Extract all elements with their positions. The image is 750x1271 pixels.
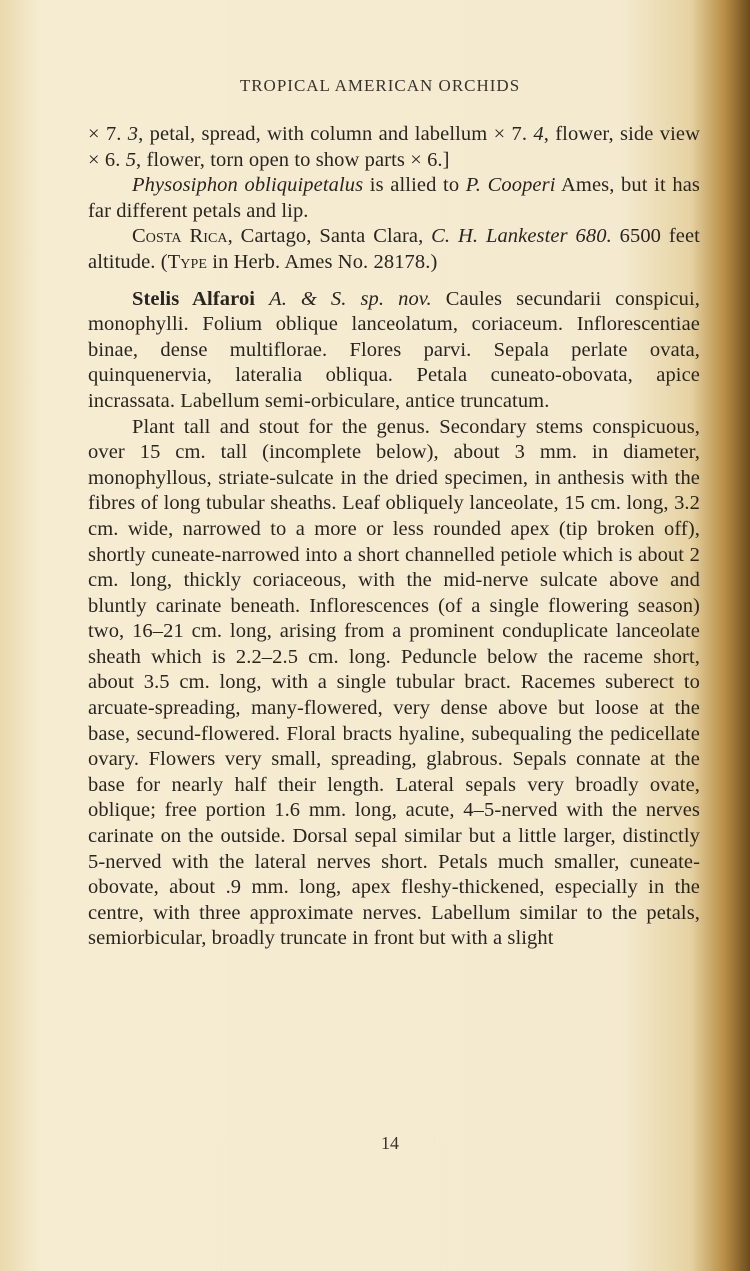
specimen-citation bbox=[88, 224, 700, 275]
running-head: TROPICAL AMERICAN ORCHIDS bbox=[239, 76, 521, 95]
type-label: Type bbox=[167, 250, 208, 273]
paragraph-text: is allied to bbox=[363, 174, 466, 197]
herbarium-text: in Herb. Ames No. 28178.) bbox=[207, 250, 438, 273]
species-name: P. Cooperi bbox=[465, 174, 556, 197]
caption-text: , flower, torn open to show parts × 6.] bbox=[136, 148, 450, 171]
latin-diagnosis: Caules secundarii conspicui, monophylli. Folium oblique lanceolatum, coriaceum. Inflorescentiae binae, dense multiflorae. Flores parvi. Sepala perlate ovata, quinquenervia, lateralia obliqua. Petala cuneato-obovata, apice incrassata. Labellum semi-orbiculare, antice truncatum. bbox=[88, 287, 700, 412]
paragraph-text: Ames, but it has far different petals and lip. bbox=[88, 174, 700, 222]
figure-number: 5 bbox=[125, 148, 137, 171]
figure-number: 3 bbox=[127, 123, 139, 145]
country-name: Costa Rica bbox=[132, 225, 228, 248]
altitude-text: 6500 feet altitude. ( bbox=[88, 225, 700, 273]
species-diagnosis bbox=[88, 287, 700, 415]
body-text bbox=[88, 122, 700, 952]
caption-continuation bbox=[88, 122, 700, 173]
collector-number: C. H. Lankester 680. bbox=[431, 225, 612, 248]
caption-text: , flower, side view × 6. bbox=[88, 123, 700, 171]
species-name: Physosiphon obliquipetalus bbox=[132, 174, 364, 197]
page-number: 14 bbox=[381, 1133, 399, 1153]
locality-text: , Cartago, Santa Clara, bbox=[227, 225, 432, 248]
caption-text: , petal, spread, with column and labellum × 7. bbox=[138, 123, 534, 145]
species-description: Plant tall and stout for the genus. Secondary stems conspicuous, over 15 cm. tall (incomplete below), about 3 mm. in diameter, monophyllous, striate-sulcate in the dried specimen, in anthesis with the fibres of long tubular sheaths. Leaf obliquely lanceolate, 15 cm. long, 3.2 cm. wide, narrowed to a more or less rounded apex (tip broken off), shortly cuneate-narrowed into a short channelled petiole which is about 2 cm. long, thickly coriaceous, with the mid-nerve sulcate above and bluntly carinate beneath. Inflorescences (of a single flowering season) two, 16–21 cm. long, arising from a prominent conduplicate lanceolate sheath which is 2.2–2.5 cm. long. Peduncle below the raceme short, about 3.5 cm. long, with a single tubular bract. Racemes suberect to arcuate-spreading, many-flowered, very dense above but loose at the base, secund-flowered. Floral bracts hyaline, subequaling the pedicellate ovary. Flowers very small, spreading, glabrous. Sepals connate at the base for nearly half their length. Lateral sepals very broadly ovate, oblique; free portion 1.6 mm. long, acute, 4–5-nerved with the nerves carinate on the outside. Dorsal sepal similar but a little larger, distinctly 5-nerved with the lateral nerves short. Petals much smaller, cuneate-obovate, about .9 mm. long, apex fleshy-thickened, especially in the centre, with three approximate nerves. Labellum similar to the petals, semiorbicular, broadly truncate in front but with a slight bbox=[88, 415, 700, 950]
species-heading: Stelis Alfaroi bbox=[132, 287, 256, 310]
caption-text: × 7. bbox=[88, 123, 128, 145]
affinity-paragraph bbox=[88, 173, 700, 224]
species-authority: A. & S. sp. nov. bbox=[269, 287, 432, 310]
figure-number: 4 bbox=[533, 123, 544, 145]
